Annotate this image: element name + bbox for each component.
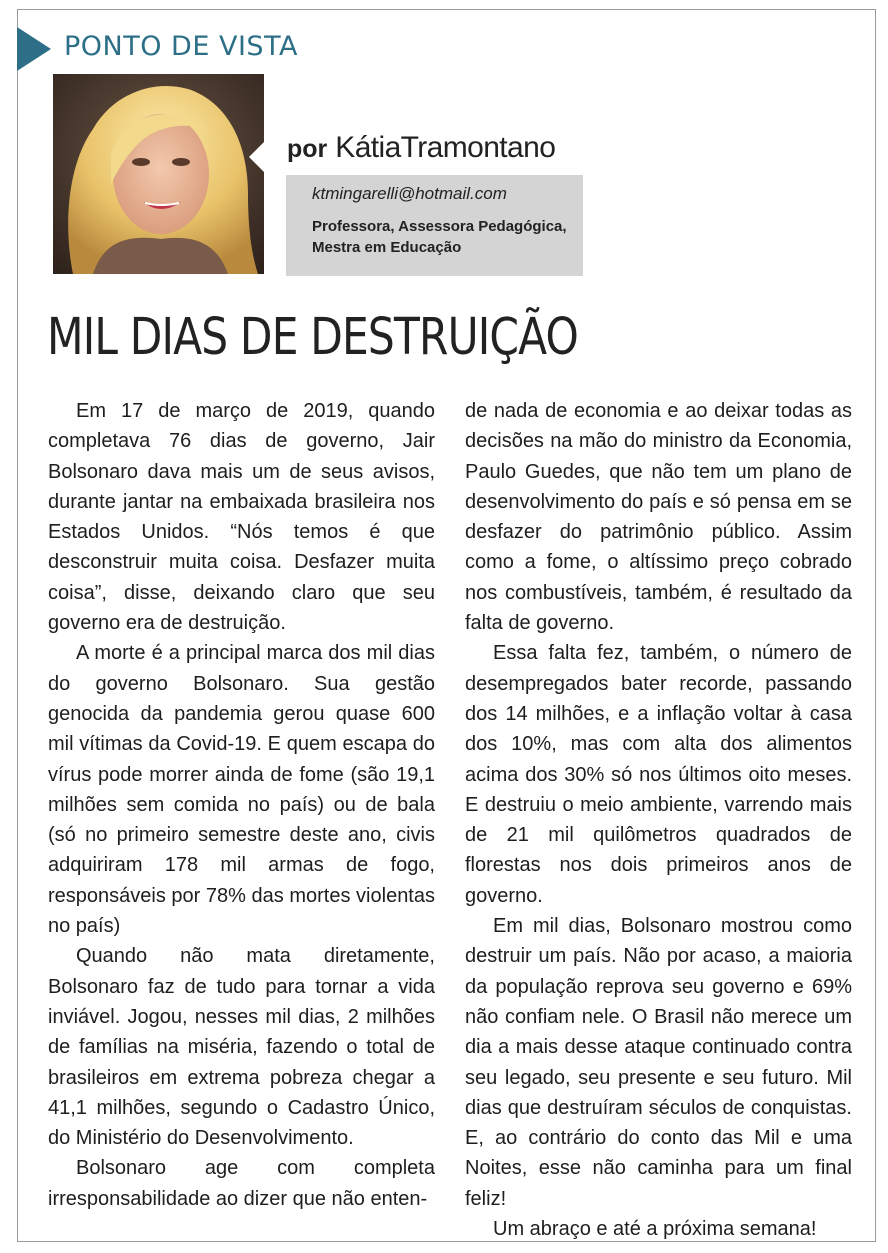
author-byline: [287, 128, 555, 169]
paragraph: Quando não mata diretamente, Bolsonaro faz de tudo para tornar a vida inviável. Jogou, nesses mil dias, 2 milhões de famílias na miséria, fazendo o total de brasileiros em extrema pobreza chegar a 41,1 milhões, segundo o Cadastro Único, do Ministério do Desenvolvimento.: [48, 945, 435, 1150]
byline-prefix: por: [287, 135, 328, 163]
paragraph: Em mil dias, Bolsonaro mostrou como destruir um país. Não por acaso, a maioria da população reprova seu governo e 69% não confiam nele. O Brasil não merece um dia a mais desse ataque continuado contra seu legado, seu presente e seu futuro. Mil dias que destruíram séculos de conquistas. E, ao contrário do conto das Mil e uma Noites, esse não caminha para um final feliz!: [465, 915, 852, 1210]
author-email[interactable]: ktmingarelli@hotmail.com: [312, 184, 507, 203]
section-label: PONTO DE VISTA: [64, 31, 298, 62]
section-marker-triangle: [17, 27, 51, 71]
paragraph: Essa falta fez, também, o número de desempregados bater recorde, passando dos 14 milhões, e a inflação voltar à casa dos 10%, mas com alta dos alimentos acima dos 30% só nos últimos oito meses. E destruiu o meio ambiente, varrendo mais de 21 mil quilômetros quadrados de florestas nos dois primeiros anos de governo.: [465, 642, 852, 907]
paragraph: Em 17 de março de 2019, quando completava 76 dias de governo, Jair Bolsonaro dava mais um de seus avisos, durante jantar na embaixada brasileira nos Estados Unidos. “Nós temos é que desconstruir muita coisa. Desfazer muita coisa”, disse, deixando claro que seu governo era de destruição.: [48, 400, 435, 635]
article-column-2: [465, 396, 852, 1244]
paragraph: A morte é a principal marca dos mil dias do governo Bolsonaro. Sua gestão genocida da pandemia gerou quase 600 mil vítimas da Covid-19. E quem escapa do vírus pode morrer ainda de fome (são 19,1 milhões sem comida no país) ou de bala (só no primeiro semestre deste ano, civis adquiriram 178 mil armas de fogo, responsáveis por 78% das mortes violentas no país): [48, 642, 435, 938]
paragraph: de nada de economia e ao deixar todas as decisões na mão do ministro da Economia, Paulo Guedes, que não tem um plano de desenvolvimento do país e só pensa em se desfazer do patrimônio público. Assim como a fome, o altíssimo preço cobrado nos combustíveis, também, é resultado da falta de governo.: [465, 400, 852, 635]
article-column-1: [48, 396, 435, 1214]
author-portrait-image: [53, 74, 264, 274]
author-photo: [53, 74, 264, 274]
article-headline: MIL DIAS DE DESTRUIÇÃO: [47, 308, 578, 367]
paragraph: Bolsonaro age com completa irresponsabilidade ao dizer que não enten-: [48, 1157, 435, 1210]
photo-notch: [249, 140, 266, 174]
author-name: KátiaTramontano: [335, 131, 556, 164]
author-role: Professora, Assessora Pedagógica, Mestra em Educação: [312, 218, 567, 256]
author-info-box: [286, 175, 583, 276]
closing-line: Um abraço e até a próxima semana!: [493, 1218, 817, 1241]
